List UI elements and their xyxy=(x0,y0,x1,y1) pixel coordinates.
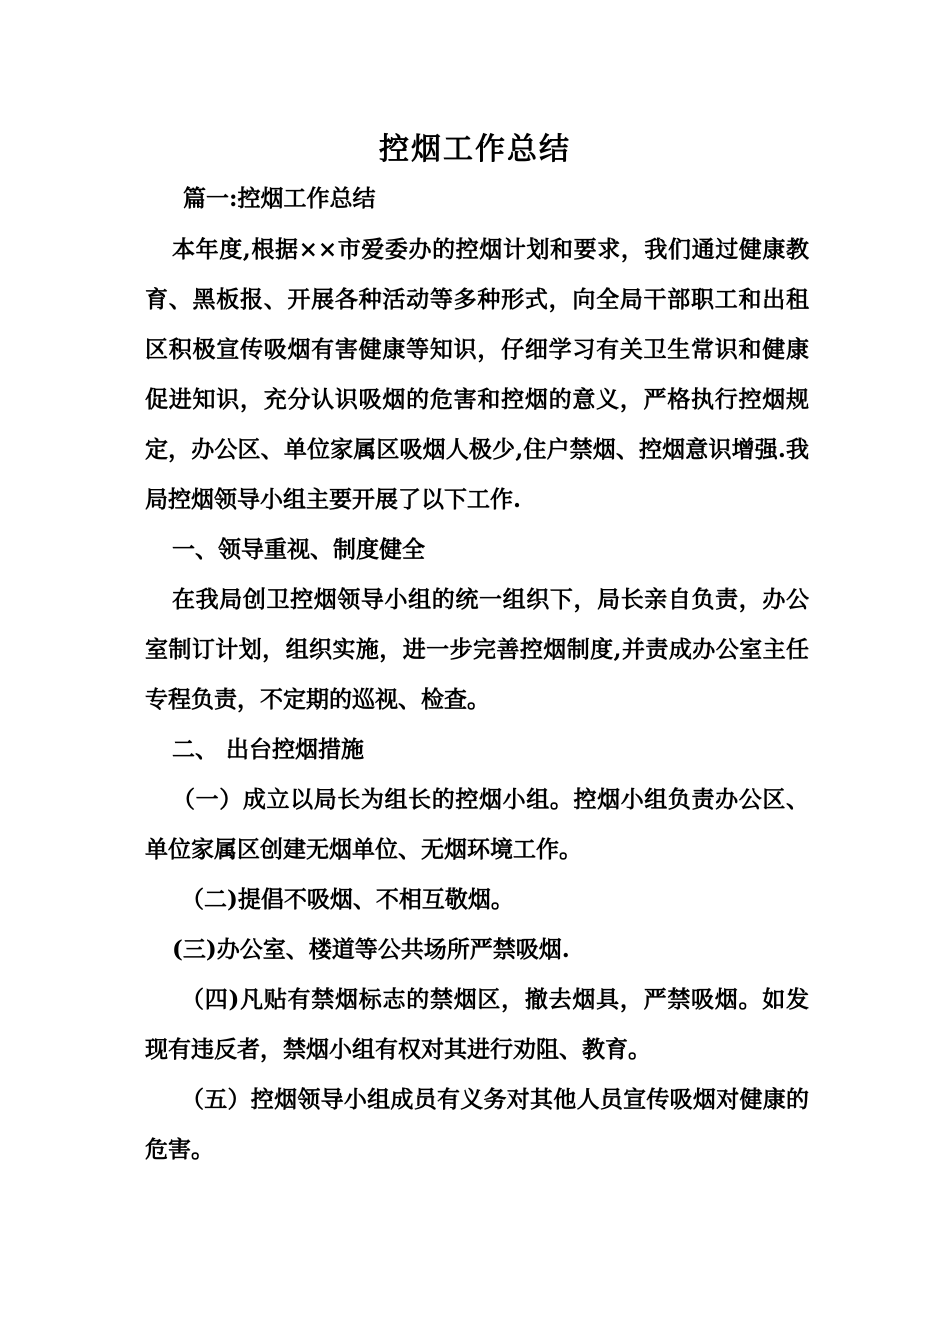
document-subtitle: 篇一:控烟工作总结 xyxy=(183,185,376,212)
document-body xyxy=(145,225,809,1175)
list-item-1: （一）成立以局长为组长的控烟小组。控烟小组负责办公区、单位家属区创建无烟单位、无烟环境工作。 xyxy=(145,786,809,863)
list-item-4: （四)凡贴有禁烟标志的禁烟区，撤去烟具，严禁吸烟。如发现有违反者，禁烟小组有权对其进行劝阻、教育。 xyxy=(145,986,809,1063)
list-item-5: （五）控烟领导小组成员有义务对其他人员宣传吸烟对健康的危害。 xyxy=(145,1086,809,1163)
list-item-2: （二)提倡不吸烟、不相互敬烟。 xyxy=(181,886,514,913)
paragraph-intro: 本年度,根据××市爱委办的控烟计划和要求，我们通过健康教育、黑板报、开展各种活动等多种形式，向全局干部职工和出租区积极宣传吸烟有害健康等知识，仔细学习有关卫生常识和健康促进知识，充分认识吸烟的危害和控烟的意义，严格执行控烟规定，办公区、单位家属区吸烟人极少,住户禁烟、控烟意识增强.我局控烟领导小组主要开展了以下工作. xyxy=(145,236,809,513)
page-title: 控烟工作总结 xyxy=(379,132,571,167)
list-item-3: (三)办公室、楼道等公共场所严禁吸烟. xyxy=(172,936,570,963)
section-heading-2: 二、 出台控烟措施 xyxy=(172,736,365,763)
paragraph-section-1: 在我局创卫控烟领导小组的统一组织下，局长亲自负责，办公室制订计划，组织实施，进一步完善控烟制度,并责成办公室主任专程负责，不定期的巡视、检查。 xyxy=(145,586,809,713)
section-heading-1: 一、领导重视、制度健全 xyxy=(172,536,425,563)
